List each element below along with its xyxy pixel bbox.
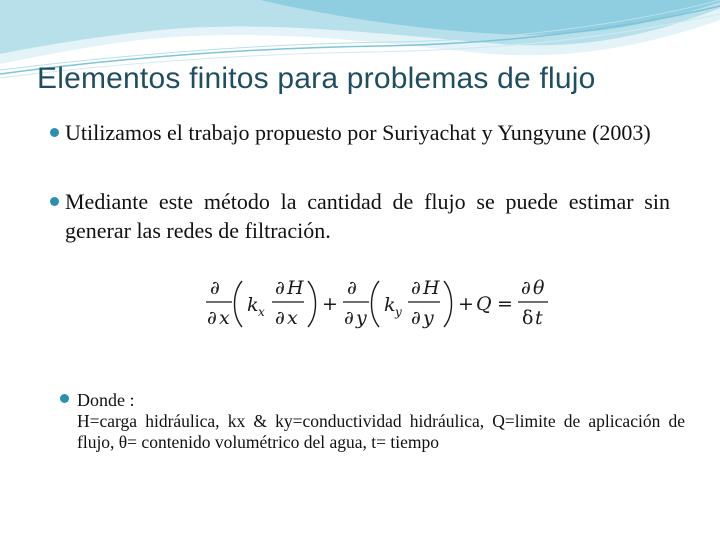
bullet-item <box>50 187 670 245</box>
eq-sub-x: x <box>258 305 265 319</box>
eq-partial: ∂ <box>344 307 354 329</box>
eq-partial: ∂ <box>207 307 217 329</box>
definitions-text: H=carga hidráulica, kx & ky=conductividad hidráulica, Q=limite de aplicación de flujo, θ= contenido volumétrico del agua, t= tiempo <box>77 411 685 452</box>
flow-equation <box>204 273 552 333</box>
eq-var-k: k <box>384 294 396 316</box>
eq-plus: + <box>322 293 338 315</box>
eq-sub-y: y <box>395 305 402 319</box>
bullet-item <box>50 118 670 147</box>
eq-partial: ∂ <box>210 277 220 299</box>
eq-var-H: H <box>423 277 440 299</box>
eq-partial: ∂ <box>275 307 285 329</box>
eq-var-y: y <box>423 307 434 329</box>
eq-var-Q: Q <box>476 293 492 315</box>
bullet-text: Utilizamos el trabajo propuesto por Suriyachat y Yungyune (2003) <box>65 120 651 145</box>
eq-partial: ∂ <box>411 307 421 329</box>
bullet-icon <box>50 197 59 206</box>
bullet-icon <box>50 128 59 137</box>
eq-partial: ∂ <box>411 277 421 299</box>
eq-var-x: x <box>219 307 230 329</box>
definitions-bullet <box>60 389 685 453</box>
bullet-text: Mediante este método la cantidad de flujo se puede estimar sin generar las redes de filtración. <box>65 189 670 243</box>
eq-plus: + <box>458 293 474 315</box>
definitions-heading: Donde : <box>77 390 135 410</box>
eq-var-k: k <box>247 294 259 316</box>
eq-delta: δ <box>522 307 534 329</box>
eq-var-t: t <box>535 307 543 329</box>
eq-equals: = <box>497 293 513 315</box>
eq-var-theta: θ <box>533 277 545 299</box>
page-title: Elementos finitos para problemas de flujo <box>37 62 596 95</box>
eq-partial: ∂ <box>521 277 531 299</box>
eq-partial: ∂ <box>275 277 285 299</box>
eq-var-y: y <box>356 307 367 329</box>
eq-var-x: x <box>287 307 298 329</box>
bullet-icon <box>60 394 69 403</box>
eq-partial: ∂ <box>347 277 357 299</box>
eq-var-H: H <box>287 277 304 299</box>
